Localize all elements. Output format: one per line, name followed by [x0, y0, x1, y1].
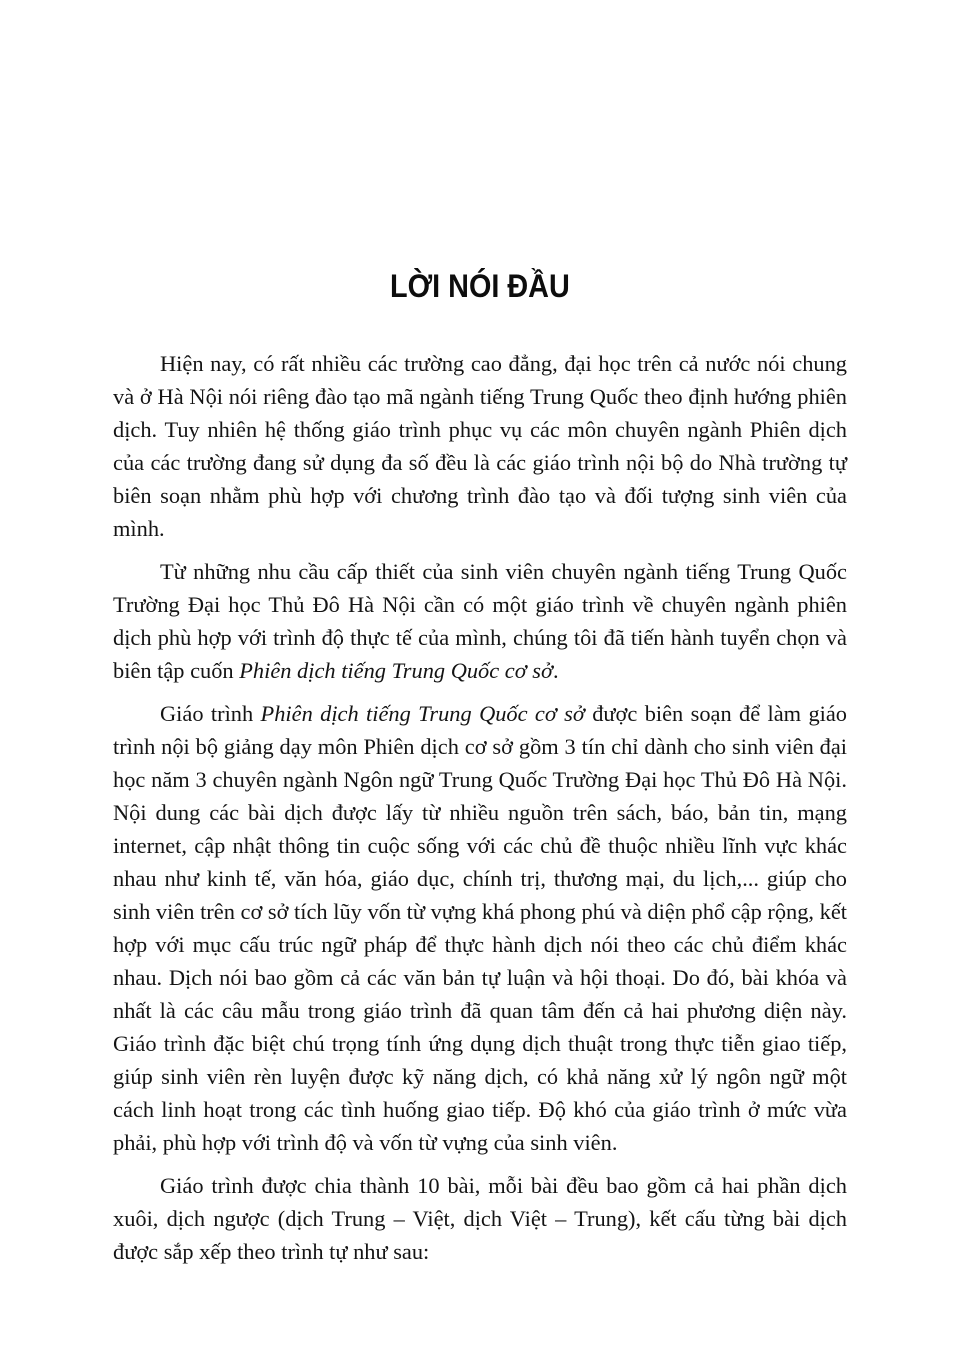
paragraph-3-text-after-title: được biên soạn để làm giáo trình nội bộ giảng dạy môn Phiên dịch cơ sở gồm 3 tín chỉ dành cho sinh viên đại học năm 3 chuyên ngành Ngôn ngữ Trung Quốc Trường Đại học Thủ Đô Hà Nội. Nội dung các bài dịch được lấy từ nhiều nguồn trên sách, báo, bản tin, mạng internet, cập nhật thông tin cuộc sống với các chủ đề thuộc nhiều lĩnh vực khác nhau như kinh tế, văn hóa, giáo dục, chính trị, thương mại, du lịch,... giúp cho sinh viên trên cơ sở tích lũy vốn từ vựng khá phong phú và diện phổ cập rộng, kết hợp với mục cấu trúc ngữ pháp để thực hành dịch nói theo các chủ điểm khác nhau. Dịch nói bao gồm cả các văn bản tự luận và hội thoại. Do đó, bài khóa và nhất là các câu mẫu trong giáo trình đã quan tâm đến cả hai phương diện này. Giáo trình đặc biệt chú trọng tính ứng dụng dịch thuật trong thực tiễn giao tiếp, giúp sinh viên rèn luyện được kỹ năng dịch, có khả năng xử lý ngôn ngữ một cách linh hoạt trong các tình huống giao tiếp. Độ khó của giáo trình ở mức vừa phải, phù hợp với trình độ và vốn từ vựng của sinh viên.	[113, 701, 848, 1155]
paragraph-2-text-before-title: Từ những nhu cầu cấp thiết của sinh viên chuyên ngành tiếng Trung Quốc Trường Đại học Thủ Đô Hà Nội cần có một giáo trình về chuyên ngành phiên dịch phù hợp với trình độ thực tế của mình, chúng tôi đã tiến hành tuyển chọn và biên tập cuốn	[113, 559, 847, 683]
paragraph-3-text-before-title: Giáo trình	[160, 701, 261, 726]
page-title	[0, 268, 960, 304]
book-title-italic: Phiên dịch tiếng Trung Quốc cơ sở	[239, 658, 553, 683]
document-body	[113, 347, 847, 1268]
paragraph-3	[113, 697, 847, 1159]
paragraph-4-text: Giáo trình được chia thành 10 bài, mỗi bài đều bao gồm cả hai phần dịch xuôi, dịch ngược (dịch Trung – Việt, dịch Việt – Trung), kết cấu từng bài dịch được sắp xếp theo trình tự như sau:	[113, 1173, 847, 1264]
book-title-italic: Phiên dịch tiếng Trung Quốc cơ sở	[260, 701, 585, 726]
paragraph-4	[113, 1169, 847, 1268]
paragraph-1	[113, 347, 847, 545]
paragraph-2	[113, 555, 847, 687]
paragraph-2-text-after-title: .	[552, 658, 559, 683]
paragraph-1-text: Hiện nay, có rất nhiều các trường cao đẳng, đại học trên cả nước nói chung và ở Hà Nội nói riêng đào tạo mã ngành tiếng Trung Quốc theo định hướng phiên dịch. Tuy nhiên hệ thống giáo trình phục vụ các môn chuyên ngành Phiên dịch của các trường đang sử dụng đa số đều là các giáo trình nội bộ do Nhà trường tự biên soạn nhằm phù hợp với chương trình đào tạo và đối tượng sinh viên của mình.	[113, 351, 847, 541]
page-title-text: LỜI NÓI ĐẦU	[390, 268, 570, 304]
